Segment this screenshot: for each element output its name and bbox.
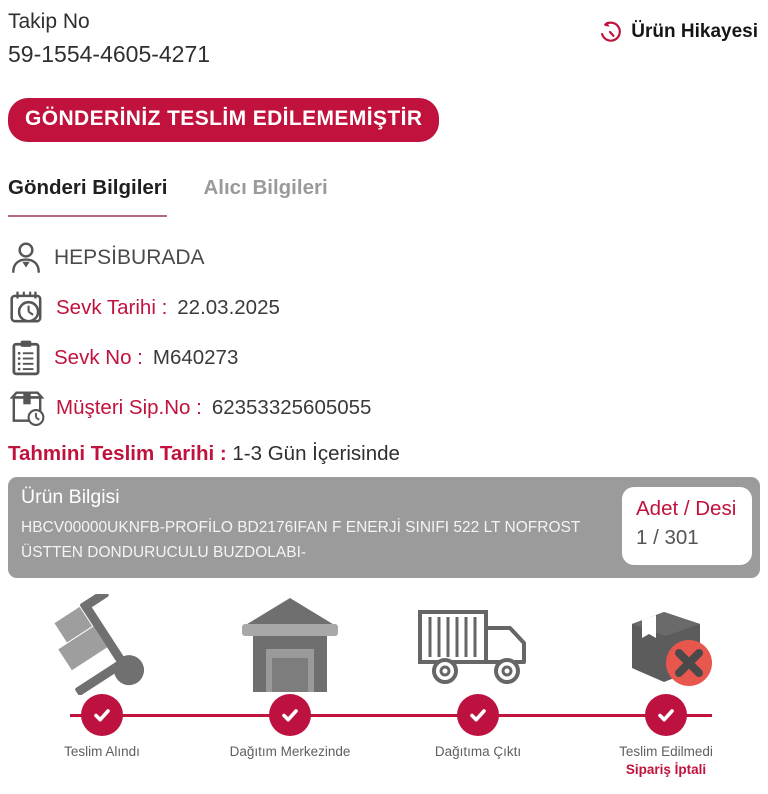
tracking-number-value: 59-1554-4605-4271 (8, 41, 211, 67)
quantity-value: 1 / 301 (636, 526, 699, 549)
tracking-number-label: Takip No (8, 10, 90, 33)
delivery-tracker (8, 594, 760, 794)
handtruck-icon (43, 594, 161, 695)
estimated-delivery-label: Tahmini Teslim Tarihi : (8, 442, 227, 465)
ship-no-label: Sevk No : (54, 345, 143, 369)
step-label: Teslim Edilmedi (619, 743, 713, 759)
estimated-delivery-value: 1-3 Gün İçerisinde (232, 442, 400, 465)
customer-order-value: 62353325605055 (211, 395, 372, 419)
product-details (21, 486, 611, 566)
sender-name: HEPSİBURADA (54, 245, 205, 269)
step-label: Teslim Alındı (64, 743, 140, 759)
product-description: HBCV00000UKNFB-PROFİLO BD2176IFAN F ENERJİ SINIFI 522 LT NOFROST ÜSTTEN DONDURUCULU BUZDOLABI- (21, 519, 581, 561)
step-dagitim-merkezinde (196, 594, 384, 794)
product-history-button[interactable] (598, 20, 758, 44)
tracking-number-block (8, 10, 210, 68)
person-icon (8, 240, 44, 276)
quantity-card (622, 487, 752, 565)
customer-order-label: Müşteri Sip.No : (56, 395, 202, 419)
box-cancelled-icon (612, 594, 720, 695)
product-history-label: Ürün Hikayesi (631, 21, 758, 42)
tab-bar (8, 176, 760, 217)
product-info-title: Ürün Bilgisi (21, 486, 120, 508)
step-teslim-edilmedi (572, 594, 760, 794)
step-sublabel-siparis-iptali: Sipariş İptali (625, 761, 707, 777)
step-teslim-alindi (8, 594, 196, 794)
ship-date-row (8, 287, 760, 328)
package-clock-icon (8, 389, 46, 427)
quantity-label: Adet / Desi (636, 497, 737, 520)
header (8, 10, 760, 68)
step-label: Dağıtıma Çıktı (434, 743, 522, 759)
check-circle (269, 694, 311, 736)
clipboard-list-icon (8, 339, 44, 377)
truck-icon (415, 594, 541, 695)
estimated-delivery-row (8, 442, 760, 466)
sender-row (8, 237, 760, 278)
warehouse-icon (240, 594, 340, 695)
customer-order-row (8, 387, 760, 428)
ship-date-label: Sevk Tarihi : (56, 295, 168, 319)
ship-no-row (8, 337, 760, 378)
history-clock-icon (598, 20, 622, 44)
ship-no-value: M640273 (152, 345, 239, 369)
step-dagitima-cikti (384, 594, 572, 794)
ship-date-value: 22.03.2025 (177, 295, 280, 319)
check-circle (645, 694, 687, 736)
tab-alici-bilgileri[interactable]: Alıcı Bilgileri (203, 176, 328, 199)
check-circle (457, 694, 499, 736)
step-label: Dağıtım Merkezinde (229, 743, 351, 759)
tab-gonderi-bilgileri[interactable]: Gönderi Bilgileri (8, 176, 167, 217)
calendar-clock-icon (8, 289, 46, 327)
status-banner: GÖNDERİNİZ TESLİM EDİLEMEMİŞTİR (8, 98, 439, 142)
product-info-box (8, 477, 760, 578)
shipment-info (8, 237, 760, 466)
check-circle (81, 694, 123, 736)
